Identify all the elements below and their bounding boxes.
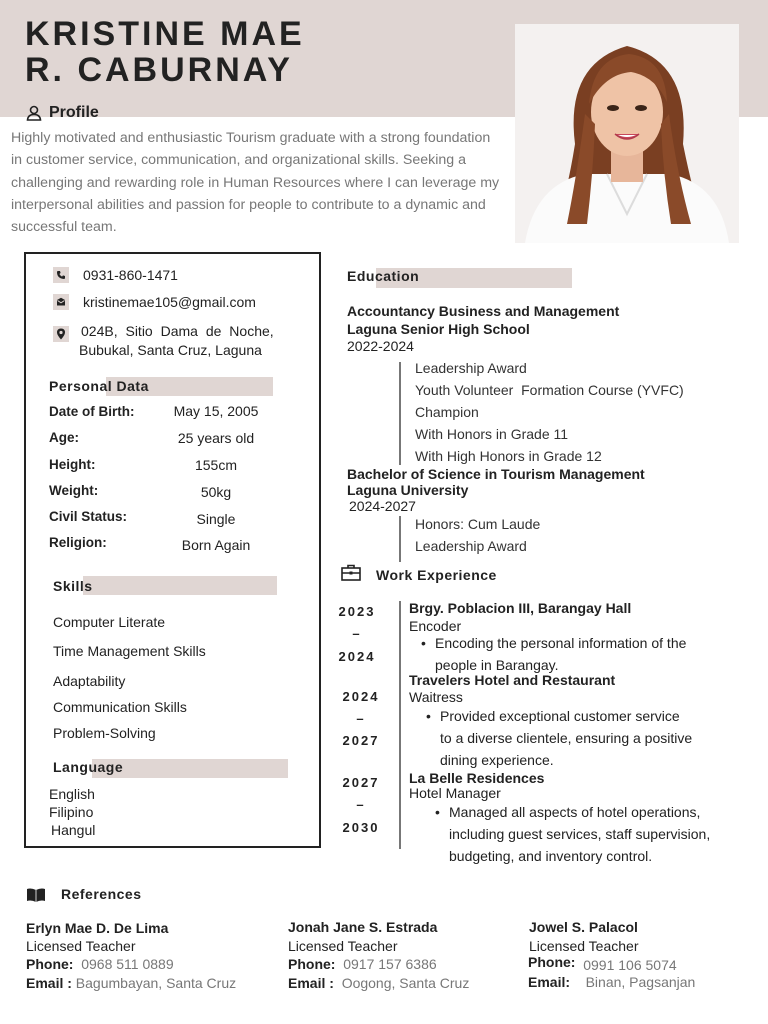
edu-honor: Leadership Award: [415, 538, 527, 554]
email-label: Email :: [26, 975, 72, 991]
address-line-2: Bubukal, Santa Cruz, Laguna: [79, 342, 262, 358]
edu-school-2: Laguna University: [347, 482, 469, 498]
job-start-year: 2027: [342, 775, 380, 790]
person-icon: [25, 104, 43, 122]
pd-label-dob: Date of Birth:: [49, 404, 135, 419]
portrait-illustration: [515, 24, 739, 243]
phone-label: Phone:: [26, 956, 74, 972]
job-desc-line: dining experience.: [440, 752, 554, 768]
edu-honor: Champion: [415, 404, 479, 420]
personal-data-heading: Personal Data: [49, 378, 149, 394]
reference-phone: [528, 954, 677, 973]
job-start-year: 2024: [342, 689, 380, 704]
profile-photo: [515, 24, 739, 243]
reference-role: Licensed Teacher: [529, 938, 639, 954]
phone-number: 0931-860-1471: [83, 267, 178, 283]
edu-honor: With High Honors in Grade 12: [415, 448, 602, 464]
phone-label: Phone:: [528, 954, 576, 970]
job-desc-line: people in Barangay.: [435, 657, 559, 673]
reference-email: [288, 975, 469, 991]
reference-email: [528, 974, 695, 990]
envelope-icon: [53, 294, 69, 310]
language-heading: Language: [53, 759, 124, 775]
name-line-2: R. CABURNAY: [25, 51, 293, 89]
job-desc-line: including guest services, staff supervision,: [449, 826, 711, 842]
bullet-icon: •: [421, 635, 426, 651]
profile-summary: Highly motivated and enthusiastic Tourism graduate with a strong foundation in customer service, communication, and organizational skills. Seeking a challenging and rewarding role in Human Resources where I can leverage my interpersonal abilities and passion for people to contribute to a dynamic and successful team.: [11, 130, 500, 236]
email-address: kristinemae105@gmail.com: [83, 294, 256, 310]
reference-phone: [288, 956, 437, 972]
skill-item: Computer Literate: [53, 614, 166, 630]
job-end-year: 2027: [342, 733, 380, 748]
job-role: Hotel Manager: [409, 785, 501, 801]
edu-timeline-2: [399, 516, 401, 562]
name-line-1: KRISTINE MAE: [25, 15, 305, 53]
edu-honor: Youth Volunteer Formation Course (YVFC): [415, 382, 684, 398]
bullet-icon: •: [435, 804, 440, 820]
job-desc-line: Managed all aspects of hotel operations,: [449, 804, 701, 820]
profile-heading: [25, 104, 99, 122]
job-year-dash: –: [352, 626, 362, 641]
book-icon: [26, 887, 46, 908]
profile-heading-label: Profile: [49, 104, 99, 121]
job-employer: Brgy. Poblacion III, Barangay Hall: [409, 600, 632, 616]
edu-years-1: 2022-2024: [347, 338, 414, 354]
pd-value-civil-status: Single: [196, 511, 236, 527]
location-pin-icon: [53, 326, 69, 342]
pd-label-weight: Weight:: [49, 483, 99, 498]
job-employer: Travelers Hotel and Restaurant: [409, 672, 616, 688]
job-end-year: 2030: [342, 820, 380, 835]
job-desc-line: to a diverse clientele, ensuring a positive: [440, 730, 693, 746]
phone-value: 0968 511 0889: [81, 956, 174, 972]
job-role: Waitress: [409, 689, 463, 705]
email-label: Email:: [528, 974, 571, 990]
skill-item: Communication Skills: [53, 699, 187, 715]
education-heading: Education: [347, 268, 420, 284]
edu-honor: With Honors in Grade 11: [415, 426, 569, 442]
phone-icon: [53, 267, 69, 283]
phone-value: 0917 157 6386: [343, 956, 437, 972]
edu-timeline-1: [399, 362, 401, 465]
contact-phone: [53, 267, 178, 283]
skills-heading: Skills: [53, 578, 93, 594]
references-heading: References: [61, 886, 142, 902]
pd-value-height: 155cm: [194, 457, 238, 473]
job-year-dash: –: [356, 797, 366, 812]
contact-email: [53, 294, 256, 310]
edu-years-2: 2024-2027: [349, 498, 416, 514]
job-employer: La Belle Residences: [409, 770, 545, 786]
address-line-1: 024B, Sitio Dama de Noche,: [81, 323, 274, 339]
skill-item: Time Management Skills: [53, 643, 206, 659]
edu-program-2: Bachelor of Science in Tourism Management: [347, 466, 645, 482]
job-year-dash: –: [356, 711, 366, 726]
skill-item: Problem-Solving: [53, 725, 156, 741]
job-description: [426, 705, 692, 771]
job-desc-line: Encoding the personal information of the: [435, 635, 687, 651]
pd-label-age: Age:: [49, 430, 79, 445]
pd-value-weight: 50kg: [200, 484, 232, 500]
reference-phone: [26, 956, 174, 972]
skills-highlight: [83, 576, 277, 595]
job-desc-line: budgeting, and inventory control.: [449, 848, 653, 864]
language-item: Hangul: [51, 822, 96, 838]
contact-address: [53, 322, 274, 360]
language-item: Filipino: [49, 804, 94, 820]
pd-value-age: 25 years old: [177, 430, 255, 446]
edu-honor: Honors: Cum Laude: [415, 516, 541, 532]
email-value: Bagumbayan, Santa Cruz: [75, 975, 237, 991]
pd-label-religion: Religion:: [49, 535, 107, 550]
language-item: English: [49, 786, 95, 802]
reference-role: Licensed Teacher: [288, 938, 398, 954]
reference-name: Jowel S. Palacol: [529, 919, 638, 935]
phone-value: 0991 106 5074: [583, 957, 677, 973]
edu-school-1: Laguna Senior High School: [347, 321, 530, 337]
skill-item: Adaptability: [53, 673, 126, 689]
phone-label: Phone:: [288, 956, 336, 972]
reference-name: Jonah Jane S. Estrada: [288, 919, 438, 935]
reference-email: [26, 975, 236, 991]
job-role: Encoder: [409, 618, 462, 634]
email-label: Email :: [288, 975, 334, 991]
job-end-year: 2024: [338, 649, 376, 664]
work-timeline: [399, 601, 401, 849]
pd-value-dob: May 15, 2005: [173, 403, 259, 419]
job-start-year: 2023: [338, 604, 376, 619]
work-heading: Work Experience: [376, 567, 497, 583]
pd-label-height: Height:: [49, 457, 96, 472]
full-name: [25, 16, 305, 88]
job-description: [435, 801, 710, 867]
bullet-icon: •: [426, 708, 431, 724]
reference-name: Erlyn Mae D. De Lima: [26, 920, 169, 936]
reference-role: Licensed Teacher: [26, 938, 136, 954]
job-desc-line: Provided exceptional customer service: [440, 708, 680, 724]
pd-value-religion: Born Again: [181, 537, 251, 553]
edu-honor: Leadership Award: [415, 360, 527, 376]
briefcase-icon: [341, 564, 361, 587]
email-value: Oogong, Santa Cruz: [341, 975, 470, 991]
email-value: Binan, Pagsanjan: [585, 974, 696, 990]
job-description: [421, 632, 686, 676]
edu-program-1: Accountancy Business and Management: [347, 303, 620, 319]
pd-label-civil-status: Civil Status:: [49, 509, 128, 524]
